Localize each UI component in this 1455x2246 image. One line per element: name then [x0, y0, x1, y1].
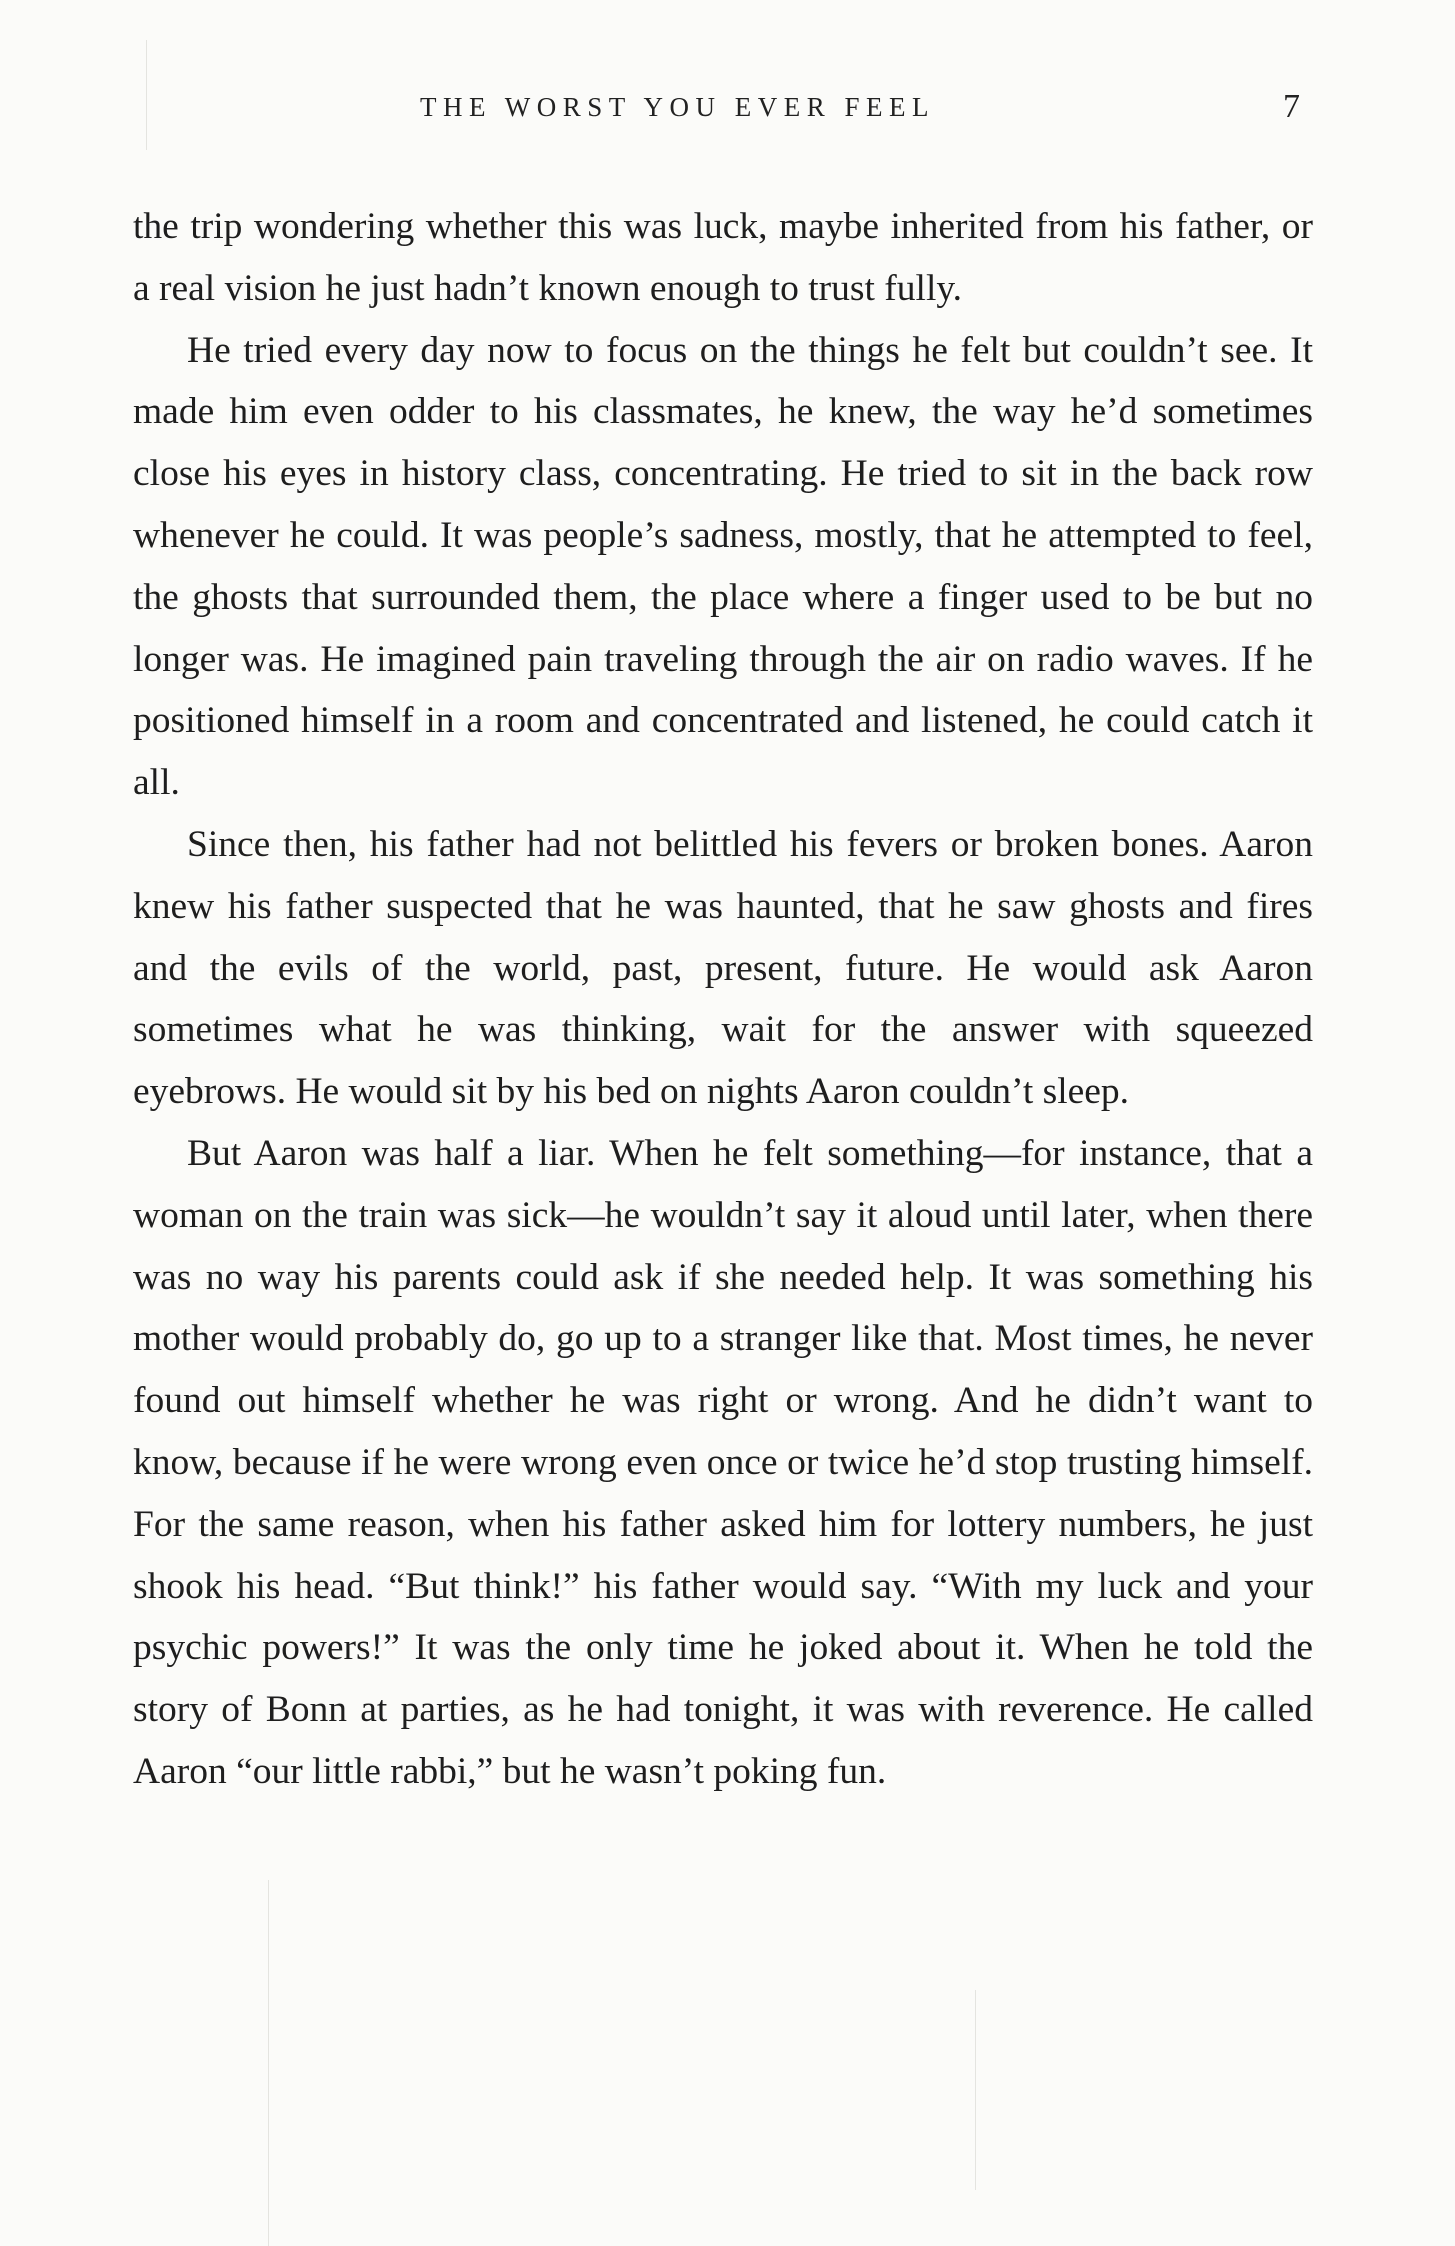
running-title: THE WORST YOU EVER FEEL [420, 92, 935, 122]
body-text [133, 196, 1313, 1803]
scan-artifact [268, 1880, 269, 2246]
paragraph: He tried every day now to focus on the things he felt but couldn’t see. It made him even odder to his classmates, he knew, the way he’d sometimes close his eyes in history class, concentrating. He tried to sit in the back row whenever he could. It was people’s sadness, mostly, that he attempted to feel, the ghosts that surrounded them, the place where a finger used to be but no longer was. He imagined pain traveling through the air on radio waves. If he positioned himself in a room and concentrated and listened, he could catch it all. [133, 329, 1313, 804]
scan-artifact [975, 1990, 976, 2190]
paragraph: the trip wondering whether this was luck, maybe inherited from his father, or a real vision he just hadn’t known enough to trust fully. [133, 206, 1313, 309]
paragraph: Since then, his father had not belittled his fevers or broken bones. Aaron knew his father suspected that he was haunted, that he saw ghosts and fires and the evils of the world, past, present, future. He would ask Aaron sometimes what he was thinking, wait for the answer with squeezed eyebrows. He would sit by his bed on nights Aaron couldn’t sleep. [133, 823, 1313, 1113]
paragraph: But Aaron was half a liar. When he felt something—for instance, that a woman on the train was sick—he wouldn’t say it aloud until later, when there was no way his parents could ask if she needed help. It was something his mother would probably do, go up to a stranger like that. Most times, he never found out himself whether he was right or wrong. And he didn’t want to know, because if he were wrong even once or twice he’d stop trusting himself. For the same reason, when his father asked him for lottery numbers, he just shook his head. “But think!” his father would say. “With my luck and your psychic powers!” It was the only time he joked about it. When he told the story of Bonn at parties, as he had tonight, it was with reverence. He called Aaron “our little rabbi,” but he wasn’t poking fun. [133, 1132, 1313, 1792]
running-head [0, 88, 1455, 132]
page-number: 7 [1283, 88, 1300, 125]
